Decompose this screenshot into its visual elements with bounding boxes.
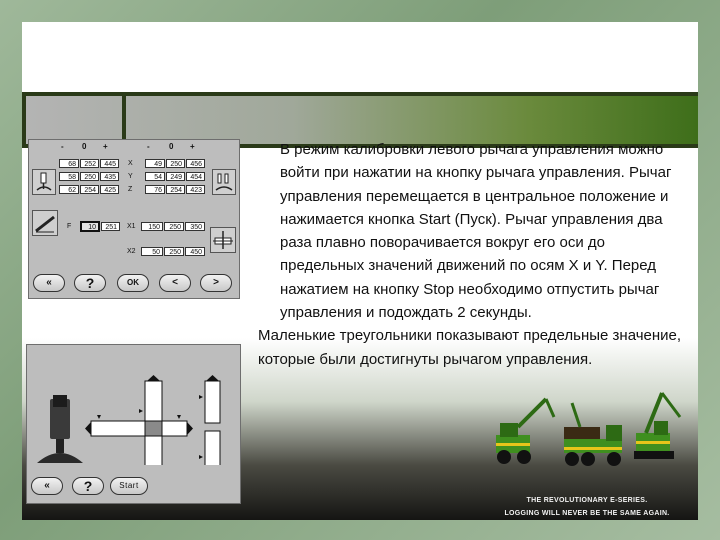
next-button[interactable]: >	[200, 274, 232, 292]
prev-button[interactable]: <	[159, 274, 191, 292]
value-cell: 450	[185, 247, 205, 256]
lever-icon	[210, 227, 236, 253]
value-cell: 62	[59, 185, 79, 194]
paragraph-calibration: В режим калибровки левого рычага управления можно войти при нажатии на кнопку рычага управления. Рычаг управления перемещается в центральное положение и нажимается кнопка Start (Пуск). Рычаг управления два раза плавно поворачивается вокруг его оси до предельных значений движений по осям X и Y. Перед нажатием на кнопку Stop необходимо отпустить рычаг управления и подождать 2 секунды.	[280, 141, 672, 322]
f-label: F	[67, 223, 72, 230]
value-cell: 254	[166, 185, 185, 194]
paragraph-triangles: Маленькие треугольники показывают предельные значение, которые были достигнуты рычагом управления.	[258, 327, 682, 368]
xy-cross-indicator	[85, 375, 193, 465]
sign-plus: +	[103, 142, 108, 151]
value-cell: 454	[186, 172, 205, 181]
body-text	[258, 138, 690, 371]
left-joystick-icon	[32, 169, 56, 195]
value-cell: 252	[80, 159, 99, 168]
value-cell: 456	[186, 159, 205, 168]
value-cell: 50	[141, 247, 163, 256]
start-button[interactable]: Start	[110, 477, 148, 495]
value-cell: 49	[145, 159, 165, 168]
sign-minus: -	[147, 142, 150, 151]
value-cell: 250	[164, 247, 184, 256]
value-cell: 423	[186, 185, 205, 194]
forest-machines-photo	[476, 377, 698, 520]
back-button[interactable]: «	[33, 274, 65, 292]
value-cell: 76	[145, 185, 165, 194]
sign-zero: 0	[82, 142, 87, 151]
axis-label-z: Z	[128, 186, 133, 193]
value-cell: 445	[100, 159, 119, 168]
axis-label-x2: X2	[127, 248, 136, 255]
sign-zero: 0	[169, 142, 174, 151]
value-cell: 250	[166, 159, 185, 168]
sign-plus: +	[190, 142, 195, 151]
caption-line-1: THE REVOLUTIONARY E-SERIES.	[526, 497, 648, 504]
value-cell: 425	[100, 185, 119, 194]
value-cell-selected[interactable]: 10	[80, 221, 100, 232]
value-cell: 250	[164, 222, 184, 231]
pedal-icon	[32, 210, 58, 236]
value-cell: 249	[166, 172, 185, 181]
axis-label-x: X	[128, 160, 133, 167]
right-joystick-icon	[212, 169, 236, 195]
ok-button[interactable]: OK	[117, 274, 149, 292]
value-cell: 150	[141, 222, 163, 231]
value-cell: 251	[101, 222, 120, 231]
joystick-screen	[26, 344, 241, 504]
value-cell: 68	[59, 159, 79, 168]
slide	[22, 22, 698, 520]
joystick-icon	[37, 395, 83, 463]
excavator-machine	[634, 393, 680, 459]
z-indicator	[199, 375, 220, 465]
back-button[interactable]: «	[31, 477, 63, 495]
value-cell: 435	[100, 172, 119, 181]
value-cell: 250	[80, 172, 99, 181]
help-button[interactable]: ?	[72, 477, 104, 495]
joystick-diagram	[27, 345, 240, 465]
value-cell: 254	[80, 185, 99, 194]
calibration-screen	[28, 139, 240, 299]
sign-minus: -	[61, 142, 64, 151]
axis-label-y: Y	[128, 173, 133, 180]
value-cell: 58	[59, 172, 79, 181]
forwarder-machine	[564, 403, 622, 466]
harvester-machine	[496, 399, 554, 464]
axis-label-x1: X1	[127, 223, 136, 230]
value-cell: 350	[185, 222, 205, 231]
help-button[interactable]: ?	[74, 274, 106, 292]
caption-line-2: LOGGING WILL NEVER BE THE SAME AGAIN.	[504, 510, 670, 517]
value-cell: 54	[145, 172, 165, 181]
